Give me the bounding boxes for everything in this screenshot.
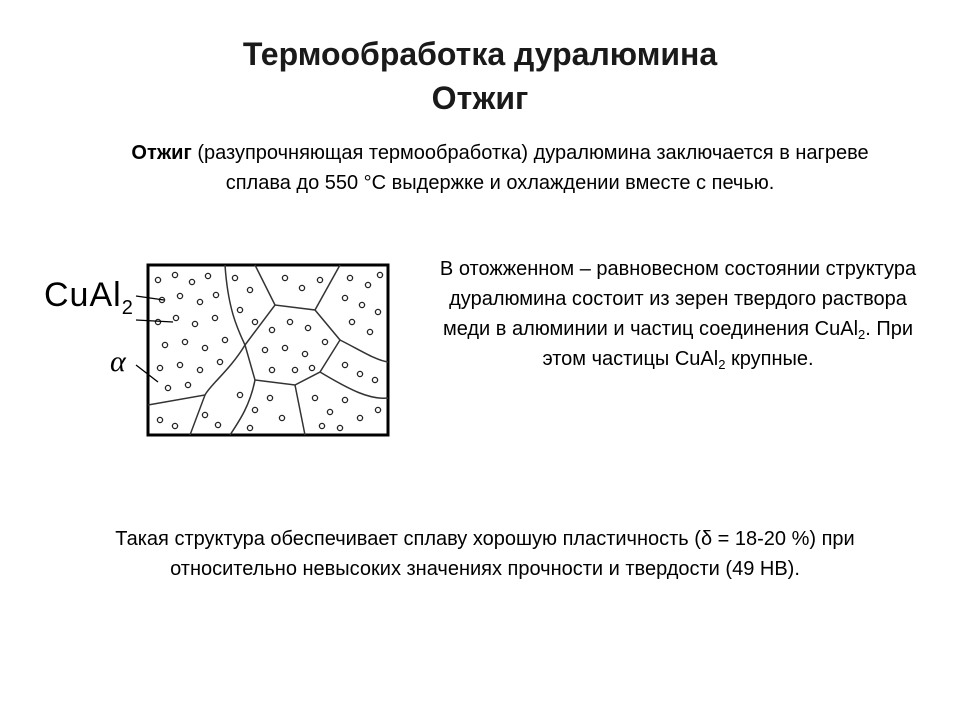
structure-text-1: В отожженном – равновесном состоянии структура дуралюмина состоит из зерен твердого раствора меди в алюминии и частиц соединения CuAl bbox=[439, 258, 917, 340]
structure-paragraph bbox=[428, 254, 928, 374]
slide-subtitle: Отжиг bbox=[431, 80, 529, 116]
structure-text-3: крупные. bbox=[725, 348, 814, 370]
intro-paragraph bbox=[100, 138, 900, 198]
alpha-label: α bbox=[110, 345, 126, 378]
slide-title: Термообработка дуралюмина bbox=[242, 36, 718, 72]
structure-sub-1: 2 bbox=[858, 327, 866, 342]
cual2-label bbox=[44, 276, 134, 319]
intro-text: (разупрочняющая термообработка) дуралюмина заключается в нагреве сплава до 550 °С выдержке и охлаждении вместе с печью. bbox=[191, 142, 869, 194]
conclusion-paragraph: Такая структура обеспечивает сплаву хорошую пластичность (δ = 18-20 %) при относительно невысоких значениях прочности и твердости (49 НВ). bbox=[115, 528, 855, 580]
intro-term: Отжиг bbox=[131, 142, 192, 164]
cual2-label-subscript: 2 bbox=[121, 297, 134, 319]
structure-text-2: . При этом частицы CuAl bbox=[542, 318, 914, 370]
cual2-label-text: CuAl bbox=[44, 276, 122, 314]
structure-sub-2: 2 bbox=[718, 357, 726, 372]
